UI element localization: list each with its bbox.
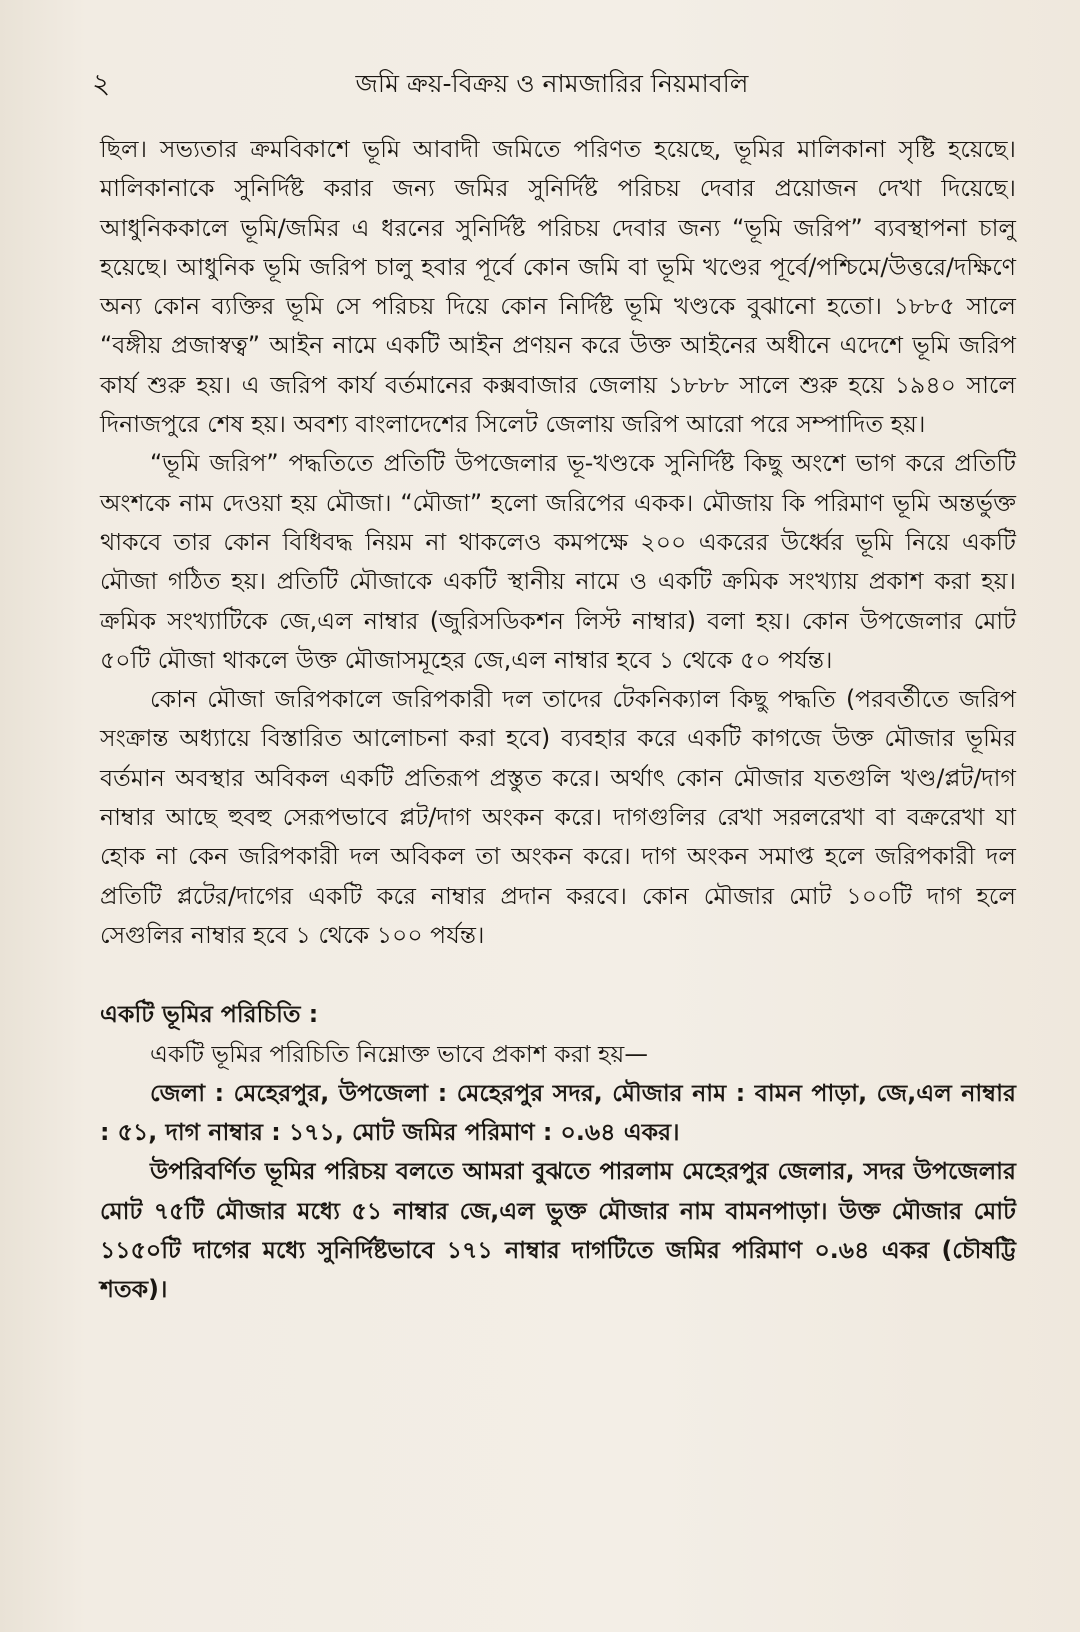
- running-head: [92, 62, 1012, 102]
- land-explanation: উপরিবর্ণিত ভূমির পরিচয় বলতে আমরা বুঝতে পারলাম মেহেরপুর জেলার, সদর উপজেলার মোট ৭৫টি মৌজার মধ্যে ৫১ নাম্বার জে,এল ভুক্ত মৌজার নাম বামনপাড়া। উক্ত মৌজার মোট ১১৫০টি দাগের মধ্যে সুনির্দিষ্টভাবে ১৭১ নাম্বার দাগটিতে জমির পরিমাণ ০.৬৪ একর (চৌষট্টি শতক)।: [100, 1157, 1016, 1304]
- section-intro: একটি ভূমির পরিচিতি নিম্নোক্ত ভাবে প্রকাশ করা হয়—: [150, 1039, 648, 1068]
- paragraph-2: “ভূমি জরিপ” পদ্ধতিতে প্রতিটি উপজেলার ভূ-খণ্ডকে সুনির্দিষ্ট কিছু অংশে ভাগ করে প্রতিটি অংশকে নাম দেওয়া হয় মৌজা। “মৌজা” হলো জরিপের একক। মৌজায় কি পরিমাণ ভূমি অন্তর্ভুক্ত থাকবে তার কোন বিধিবদ্ধ নিয়ম না থাকলেও কমপক্ষে ২০০ একরের উর্ধ্বের ভূমি নিয়ে একটি মৌজা গঠিত হয়। প্রতিটি মৌজাকে একটি স্থানীয় নামে ও একটি ক্রমিক সংখ্যায় প্রকাশ করা হয়। ক্রমিক সংখ্যাটিকে জে,এল নাম্বার (জুরিসডিকশন লিস্ট নাম্বার) বলা হয়। কোন উপজেলার মোট ৫০টি মৌজা থাকলে উক্ত মৌজাসমূহের জে,এল নাম্বার হবে ১ থেকে ৫০ পর্যন্ত।: [100, 449, 1016, 674]
- land-identity-section: [100, 995, 1016, 1309]
- section-heading: একটি ভূমির পরিচিতি :: [100, 1000, 319, 1029]
- paragraph-1: ছিল। সভ্যতার ক্রমবিকাশে ভূমি আবাদী জমিতে পরিণত হয়েছে, ভূমির মালিকানা সৃষ্টি হয়েছে। মালিকানাকে সুনির্দিষ্ট করার জন্য জমির সুনির্দিষ্ট পরিচয় দেবার প্রয়োজন দেখা দিয়েছে। আধুনিককালে ভূমি/জমির এ ধরনের সুনির্দিষ্ট পরিচয় দেবার জন্য “ভূমি জরিপ” ব্যবস্থাপনা চালু হয়েছে। আধুনিক ভূমি জরিপ চালু হবার পূর্বে কোন জমি বা ভূমি খণ্ডের পূর্বে/পশ্চিমে/উত্তরে/দক্ষিণে অন্য কোন ব্যক্তির ভূমি সে পরিচয় দিয়ে কোন নির্দিষ্ট ভূমি খণ্ডকে বুঝানো হতো। ১৮৮৫ সালে “বঙ্গীয় প্রজাস্বত্ব” আইন নামে একটি আইন প্রণয়ন করে উক্ত আইনের অধীনে এদেশে ভূমি জরিপ কার্য শুরু হয়। এ জরিপ কার্য বর্তমানের কক্সবাজার জেলায় ১৮৮৮ সালে শুরু হয়ে ১৯৪০ সালে দিনাজপুরে শেষ হয়। অবশ্য বাংলাদেশের সিলেট জেলায় জরিপ আরো পরে সম্পাদিত হয়।: [100, 135, 1016, 439]
- paragraph-3: কোন মৌজা জরিপকালে জরিপকারী দল তাদের টেকনিক্যাল কিছু পদ্ধতি (পরবর্তীতে জরিপ সংক্রান্ত অধ্যায়ে বিস্তারিত আলোচনা করা হবে) ব্যবহার করে একটি কাগজে উক্ত মৌজার ভূমির বর্তমান অবস্থার অবিকল একটি প্রতিরূপ প্রস্তুত করে। অর্থাৎ কোন মৌজার যতগুলি খণ্ড/প্লট/দাগ নাম্বার আছে হুবহু সেরূপভাবে প্লট/দাগ অংকন করে। দাগগুলির রেখা সরলরেখা বা বক্ররেখা যা হোক না কেন জরিপকারী দল অবিকল তা অংকন করে। দাগ অংকন সমাপ্ত হলে জরিপকারী দল প্রতিটি প্লটের/দাগের একটি করে নাম্বার প্রদান করবে। কোন মৌজার মোট ১০০টি দাগ হলে সেগুলির নাম্বার হবে ১ থেকে ১০০ পর্যন্ত।: [100, 685, 1016, 949]
- land-example: জেলা : মেহেরপুর, উপজেলা : মেহেরপুর সদর, মৌজার নাম : বামন পাড়া, জে,এল নাম্বার : ৫১, দাগ নাম্বার : ১৭১, মোট জমির পরিমাণ : ০.৬৪ একর।: [100, 1078, 1016, 1147]
- body-text: [100, 130, 1016, 1310]
- page-number: ২: [92, 67, 111, 100]
- book-title: জমি ক্রয়-বিক্রয় ও নামজারির নিয়মাবলি: [355, 69, 749, 98]
